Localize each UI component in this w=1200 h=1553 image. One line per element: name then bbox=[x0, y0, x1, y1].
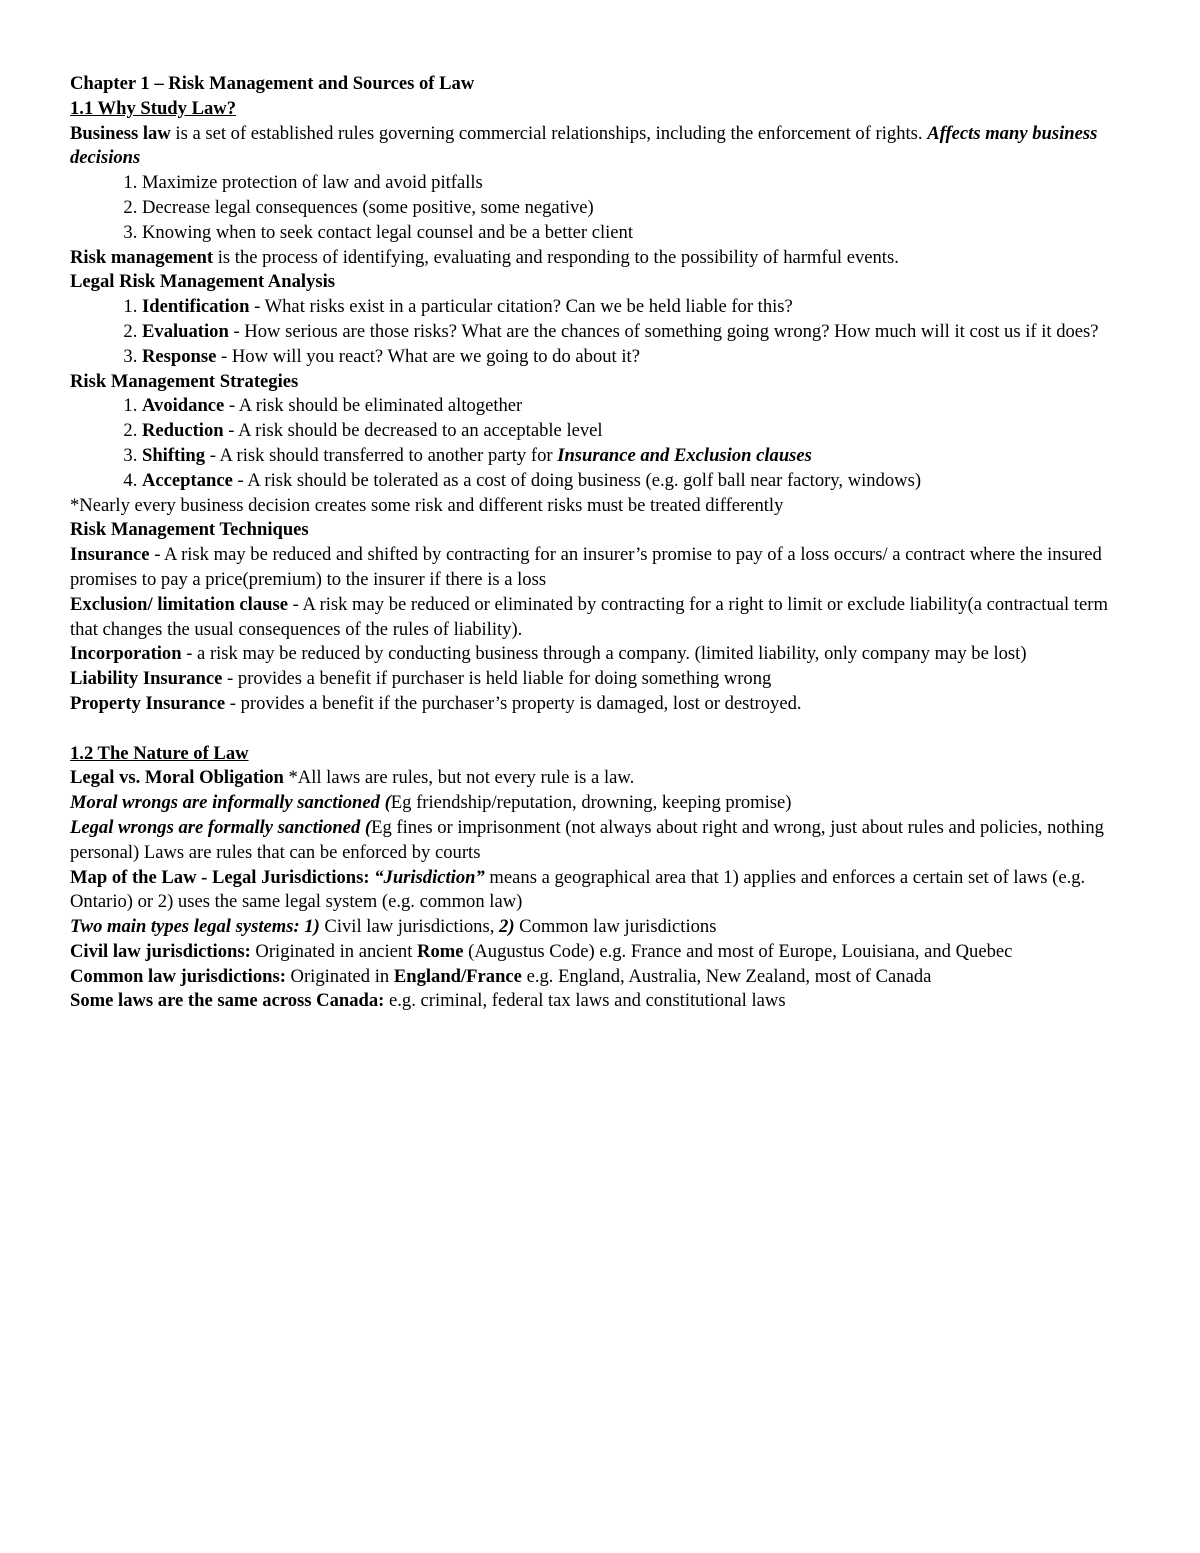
map-of-law bbox=[70, 866, 1135, 916]
civil-law bbox=[70, 940, 1135, 965]
item-text: - A risk should be eliminated altogether bbox=[224, 395, 523, 417]
definition-text: Eg friendship/reputation, drowning, keeping promise) bbox=[390, 792, 792, 814]
two-main-types bbox=[70, 915, 1135, 940]
bold-text: England/France bbox=[393, 965, 522, 987]
emphasis: Two main types legal systems: 1) bbox=[70, 916, 320, 938]
emphasis: Legal wrongs are formally sanctioned ( bbox=[70, 816, 372, 838]
term: Avoidance bbox=[142, 395, 225, 417]
definition-text: means a geographical area that 1) applies and enforces a certain set of laws (e.g. Ontario) or 2) uses the same legal system (e.g. common law) bbox=[70, 866, 1086, 913]
definition-text: - provides a benefit if the purchaser’s property is damaged, lost or destroyed. bbox=[225, 692, 802, 714]
list-item bbox=[142, 394, 1135, 419]
technique-insurance bbox=[70, 543, 1135, 593]
term: Legal vs. Moral Obligation bbox=[70, 767, 284, 789]
strategies-list bbox=[70, 394, 1135, 493]
text: Common law jurisdictions bbox=[514, 916, 717, 938]
term: Incorporation bbox=[70, 643, 182, 665]
definition-text: is the process of identifying, evaluating and responding to the possibility of harmful events. bbox=[213, 246, 899, 268]
term: Common law jurisdictions: bbox=[70, 965, 286, 987]
list-item: 2. Decrease legal consequences (some positive, some negative) bbox=[142, 196, 1135, 221]
text: Originated in bbox=[285, 965, 394, 987]
list-item bbox=[142, 469, 1135, 494]
term: Business law bbox=[70, 122, 171, 144]
technique-liability-insurance bbox=[70, 667, 1135, 692]
technique-incorporation bbox=[70, 642, 1135, 667]
text: e.g. criminal, federal tax laws and constitutional laws bbox=[384, 990, 786, 1012]
text: Originated in ancient bbox=[250, 940, 418, 962]
term: Civil law jurisdictions: bbox=[70, 940, 251, 962]
term: Risk management bbox=[70, 246, 214, 268]
analysis-list bbox=[70, 295, 1135, 369]
common-law bbox=[70, 965, 1135, 990]
emphasis: Insurance and Exclusion clauses bbox=[557, 444, 812, 466]
term: Map of the Law - Legal Jurisdictions: bbox=[70, 866, 375, 888]
item-text: - A risk should transferred to another party for bbox=[205, 444, 558, 466]
definition-text: - a risk may be reduced by conducting business through a company. (limited liability, only company may be lost) bbox=[181, 643, 1027, 665]
item-text: - A risk should be tolerated as a cost of doing business (e.g. golf ball near factory, windows) bbox=[232, 469, 922, 491]
term: Property Insurance bbox=[70, 692, 226, 714]
list-item bbox=[142, 444, 1135, 469]
analysis-heading: Legal Risk Management Analysis bbox=[70, 271, 335, 293]
moral-wrongs bbox=[70, 791, 1135, 816]
term: Shifting bbox=[142, 444, 206, 466]
why-study-list bbox=[70, 171, 1135, 245]
legal-wrongs bbox=[70, 816, 1135, 866]
strategies-heading: Risk Management Strategies bbox=[70, 370, 299, 392]
section-heading-1-1: 1.1 Why Study Law? bbox=[70, 97, 237, 119]
term: Liability Insurance bbox=[70, 668, 223, 690]
definition-text: *All laws are rules, but not every rule is a law. bbox=[283, 767, 635, 789]
term: Acceptance bbox=[142, 469, 233, 491]
list-item bbox=[142, 320, 1135, 345]
definition-text: - A risk may be reduced and shifted by contracting for an insurer’s promise to pay of a loss occurs/ a contract where the insured promises to pay a price(premium) to the insurer if there is a loss bbox=[70, 544, 1102, 590]
text: e.g. England, Australia, New Zealand, most of Canada bbox=[521, 965, 932, 987]
item-text: - What risks exist in a particular citation? Can we be held liable for this? bbox=[249, 296, 793, 318]
list-item bbox=[142, 295, 1135, 320]
definition-text: - A risk may be reduced or eliminated by contracting for a right to limit or exclude liability(a contractual term that changes the usual consequences of the rules of liability). bbox=[70, 593, 1108, 640]
item-text: - A risk should be decreased to an acceptable level bbox=[223, 420, 603, 442]
term: Identification bbox=[142, 296, 250, 318]
techniques-heading: Risk Management Techniques bbox=[70, 519, 309, 541]
strategies-note: *Nearly every business decision creates some risk and different risks must be treated differently bbox=[70, 494, 784, 516]
chapter-title: Chapter 1 – Risk Management and Sources of Law bbox=[70, 73, 475, 94]
technique-property-insurance bbox=[70, 692, 1135, 717]
same-laws-canada bbox=[70, 989, 1135, 1014]
section-heading-1-2: 1.2 The Nature of Law bbox=[70, 742, 249, 764]
term: Insurance bbox=[70, 544, 150, 566]
risk-management-definition bbox=[70, 246, 1135, 271]
definition-text: Eg fines or imprisonment (not always about right and wrong, just about rules and policies, nothing personal) Laws are rules that can be enforced by courts bbox=[70, 816, 1104, 863]
list-item bbox=[142, 345, 1135, 370]
document-page bbox=[70, 72, 1135, 1014]
spacer bbox=[70, 717, 1135, 742]
text: Civil law jurisdictions, bbox=[319, 916, 500, 938]
emphasis: Moral wrongs are informally sanctioned ( bbox=[70, 792, 391, 814]
emphasis: Affects many business decisions bbox=[70, 122, 1098, 169]
definition-text: is a set of established rules governing commercial relationships, including the enforcement of rights. bbox=[170, 122, 928, 144]
technique-exclusion-clause bbox=[70, 593, 1135, 643]
item-text: - How will you react? What are we going to do about it? bbox=[216, 345, 640, 367]
term: Some laws are the same across Canada: bbox=[70, 990, 385, 1012]
definition-text: - provides a benefit if purchaser is held liable for doing something wrong bbox=[222, 668, 772, 690]
term: Exclusion/ limitation clause bbox=[70, 593, 288, 615]
legal-vs-moral bbox=[70, 766, 1135, 791]
bold-text: Rome bbox=[417, 940, 464, 962]
term: Reduction bbox=[142, 420, 224, 442]
list-item bbox=[142, 419, 1135, 444]
emphasis: 2) bbox=[499, 916, 515, 938]
emphasis: “Jurisdiction” bbox=[374, 866, 485, 888]
text: (Augustus Code) e.g. France and most of Europe, Louisiana, and Quebec bbox=[463, 940, 1013, 962]
term: Evaluation bbox=[142, 320, 229, 342]
term: Response bbox=[142, 345, 217, 367]
business-law-definition bbox=[70, 122, 1135, 172]
list-item: 1. Maximize protection of law and avoid pitfalls bbox=[142, 171, 1135, 196]
list-item: 3. Knowing when to seek contact legal counsel and be a better client bbox=[142, 221, 1135, 246]
item-text: - How serious are those risks? What are the chances of something going wrong? How much will it cost us if it does? bbox=[228, 320, 1099, 342]
